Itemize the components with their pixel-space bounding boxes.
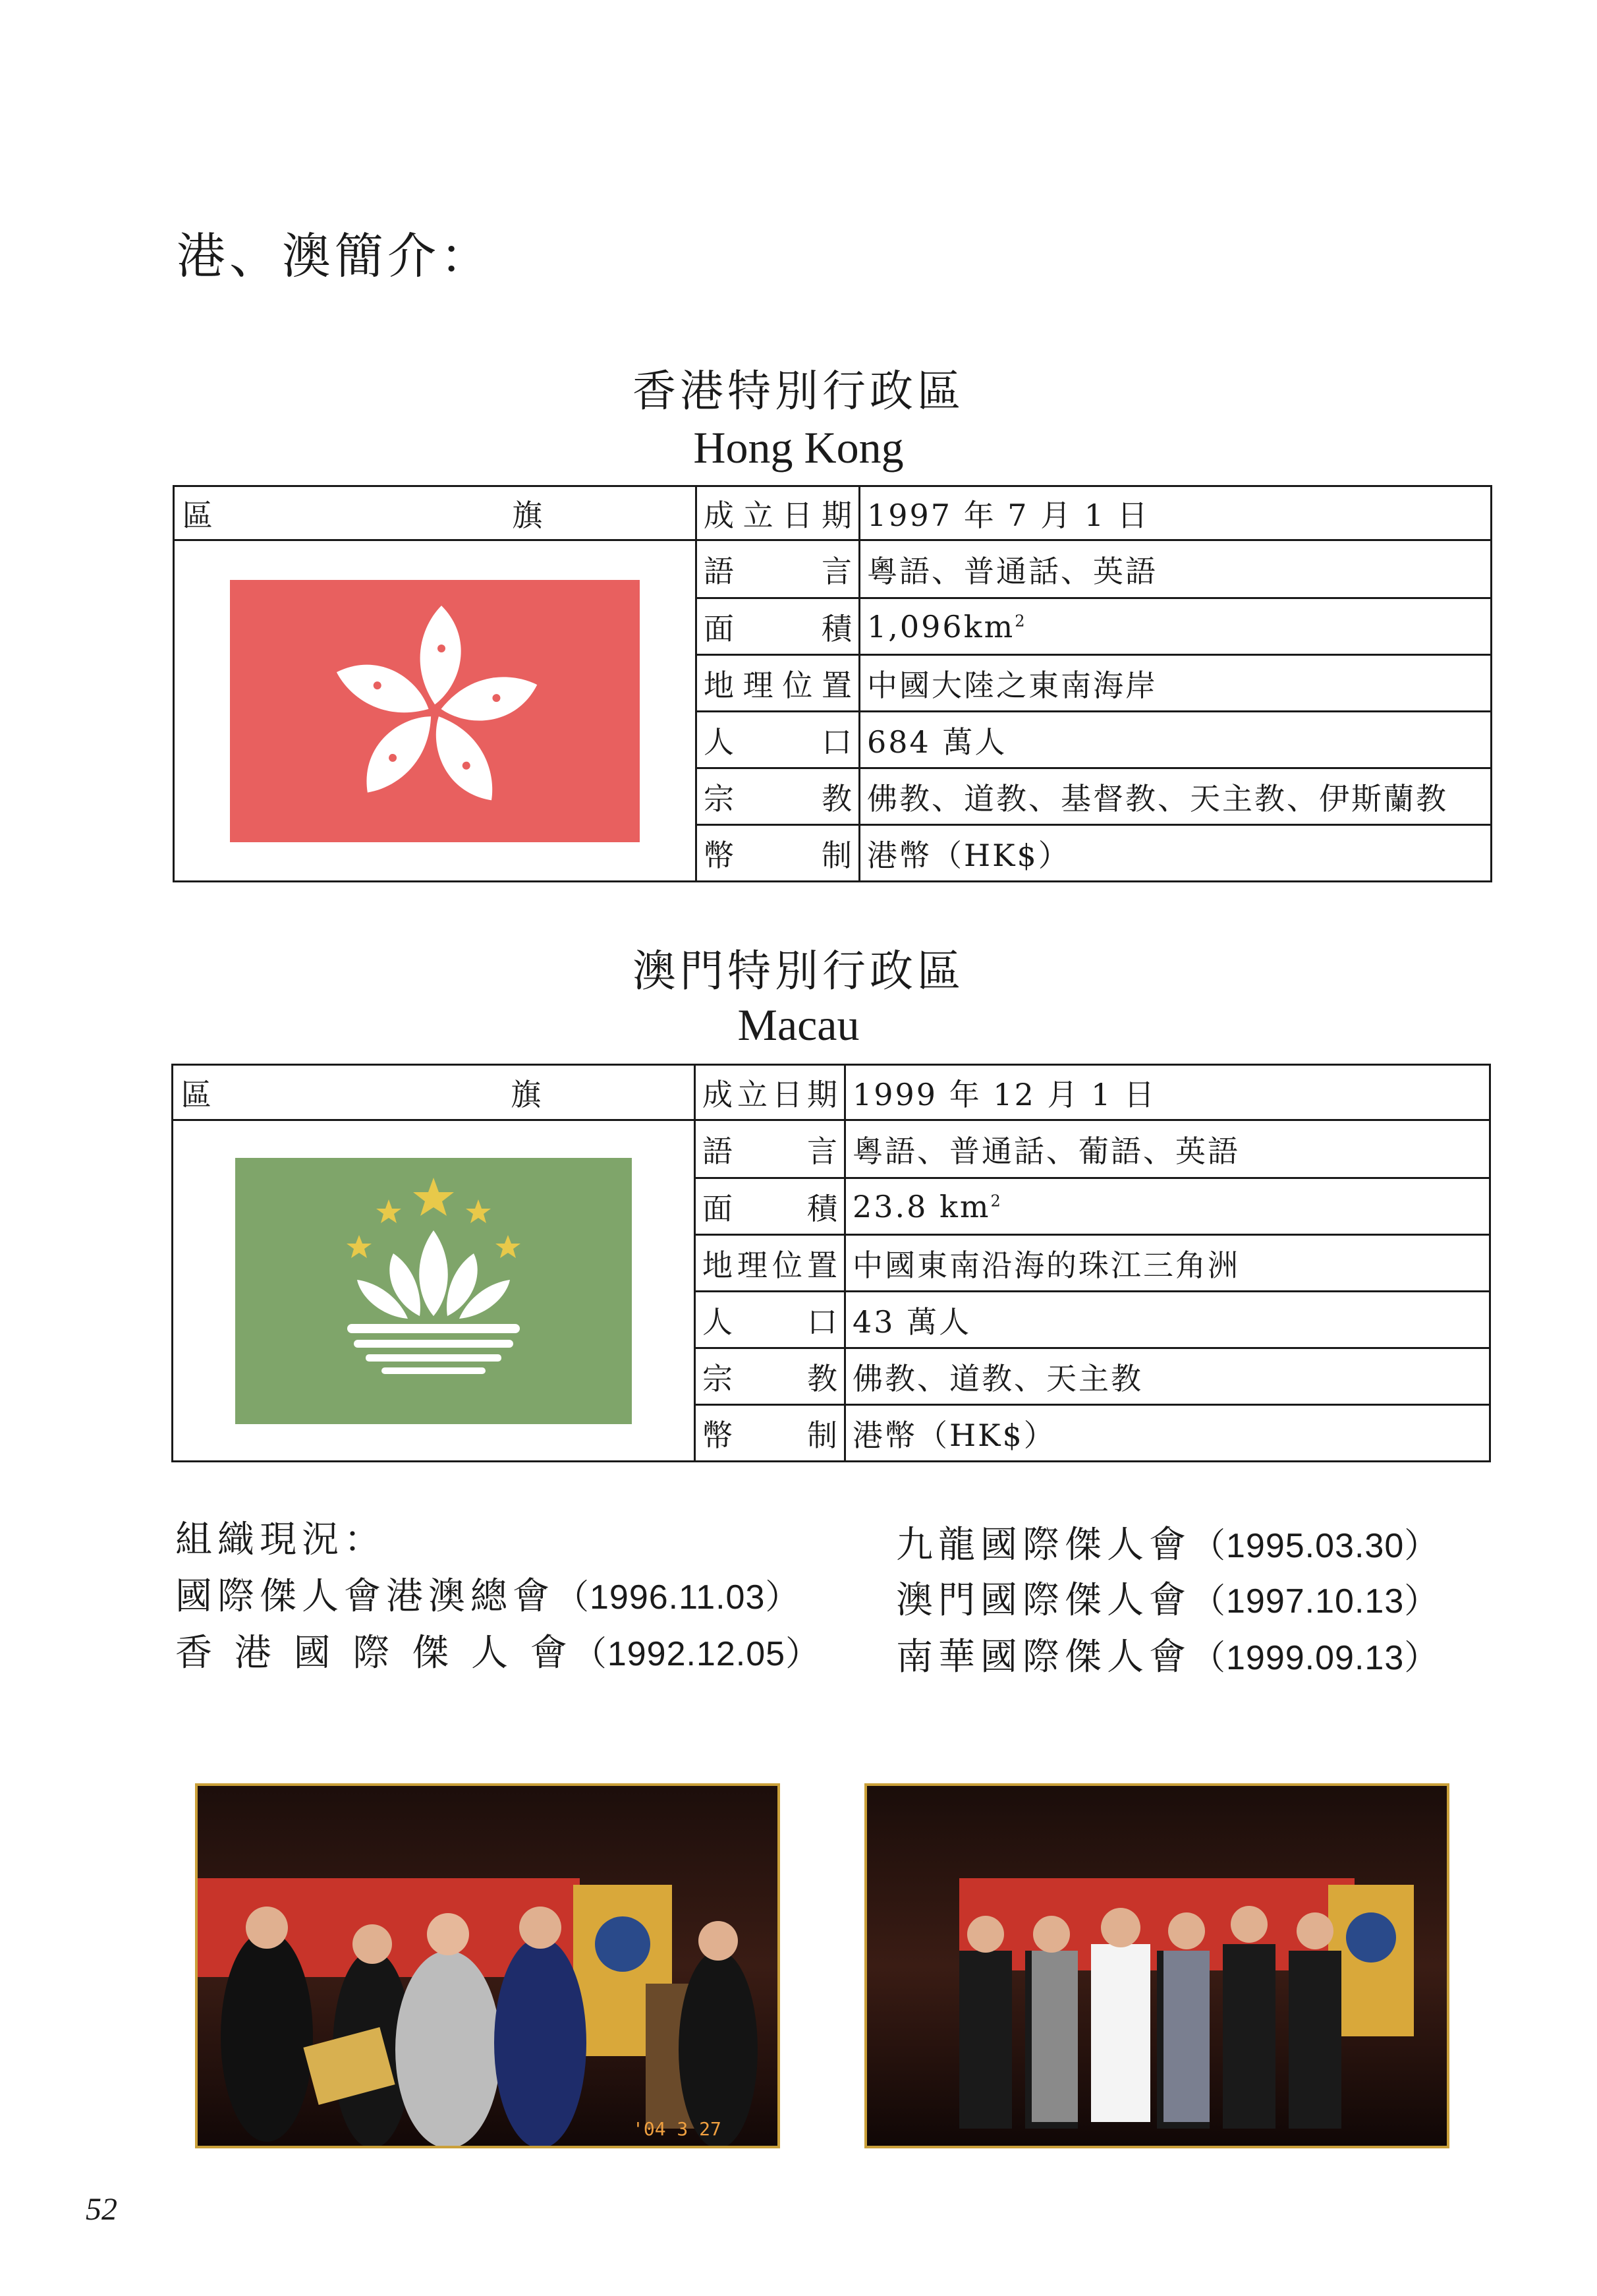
hk-key-6: 幣制 — [696, 825, 860, 882]
hk-val-4: 684 萬人 — [860, 712, 1492, 768]
mo-area-sup: 2 — [990, 1191, 1003, 1211]
mo-key-0: 成立日期 — [695, 1065, 845, 1120]
org-date: （1997.10.13） — [1191, 1582, 1440, 1621]
hk-area-sup: 2 — [1015, 612, 1027, 631]
hk-key-2: 面積 — [696, 598, 860, 655]
mo-info-table — [171, 1064, 1491, 1462]
event-photo-left — [195, 1783, 780, 2148]
hk-flag-cell — [174, 540, 696, 882]
mo-val-5: 佛教、道教、天主教 — [845, 1348, 1490, 1405]
org-name: 南華國際傑人會 — [896, 1636, 1191, 1679]
mo-key-3: 地理位置 — [695, 1235, 845, 1292]
org-date: （1995.03.30） — [1191, 1527, 1440, 1565]
hk-info-table — [173, 485, 1492, 882]
mo-title-zh: 澳門特別行政區 — [632, 946, 965, 996]
org-name: 九龍國際傑人會 — [896, 1524, 1191, 1566]
mo-key-1: 語言 — [695, 1120, 845, 1178]
hk-key-3: 地理位置 — [696, 655, 860, 712]
org-heading: 組織現況： — [175, 1518, 386, 1561]
mo-area-value: 23.8 km — [853, 1188, 991, 1224]
mo-flag-cell — [173, 1120, 695, 1462]
org-right-0 — [896, 1516, 1439, 1568]
hk-val-2 — [860, 598, 1492, 655]
mo-key-5: 宗教 — [695, 1348, 845, 1405]
hk-area-value: 1,096km — [867, 608, 1015, 645]
hk-flag-header: 區 旗 — [174, 486, 696, 540]
hk-key-4: 人口 — [696, 712, 860, 768]
org-right-2 — [896, 1628, 1439, 1680]
hk-key-0: 成立日期 — [696, 486, 860, 540]
mo-val-0: 1999 年 12 月 1 日 — [845, 1065, 1490, 1120]
page-number: 52 — [86, 2192, 117, 2227]
org-left-0 — [175, 1567, 800, 1620]
photo-date-stamp: '04 3 27 — [632, 2118, 721, 2140]
org-left-1 — [175, 1624, 820, 1677]
hk-val-3: 中國大陸之東南海岸 — [860, 655, 1492, 712]
hk-val-6: 港幣（HK$） — [860, 825, 1492, 882]
hk-flag — [230, 580, 640, 842]
hk-key-5: 宗教 — [696, 768, 860, 825]
page-title: 港、澳簡介： — [177, 228, 493, 285]
event-photo-right — [864, 1783, 1449, 2148]
hk-title-zh: 香港特別行政區 — [632, 366, 965, 416]
org-name: 香 港 國 際 傑 人 會 — [175, 1632, 573, 1675]
mo-key-4: 人口 — [695, 1292, 845, 1348]
mo-val-6: 港幣（HK$） — [845, 1405, 1490, 1462]
mo-title-en: Macau — [737, 1000, 860, 1050]
hk-val-5: 佛教、道教、基督教、天主教、伊斯蘭教 — [860, 768, 1492, 825]
org-date: （1992.12.05） — [572, 1635, 821, 1673]
mo-val-1: 粵語、普通話、葡語、英語 — [845, 1120, 1490, 1178]
mo-key-6: 幣制 — [695, 1405, 845, 1462]
mo-flag-header: 區 旗 — [173, 1065, 695, 1120]
mo-val-3: 中國東南沿海的珠江三角洲 — [845, 1235, 1490, 1292]
macau-flag — [235, 1158, 632, 1424]
org-right-1 — [896, 1571, 1439, 1624]
org-name: 澳門國際傑人會 — [896, 1579, 1191, 1622]
hk-key-1: 語言 — [696, 540, 860, 598]
org-date: （1999.09.13） — [1191, 1639, 1440, 1677]
mo-key-2: 面積 — [695, 1178, 845, 1235]
hk-title-en: Hong Kong — [693, 422, 904, 473]
org-date: （1996.11.03） — [555, 1578, 800, 1617]
mo-val-2 — [845, 1178, 1490, 1235]
mo-val-4: 43 萬人 — [845, 1292, 1490, 1348]
hk-val-1: 粵語、普通話、英語 — [860, 540, 1492, 598]
org-name: 國際傑人會港澳總會 — [175, 1575, 555, 1618]
hk-val-0: 1997 年 7 月 1 日 — [860, 486, 1492, 540]
